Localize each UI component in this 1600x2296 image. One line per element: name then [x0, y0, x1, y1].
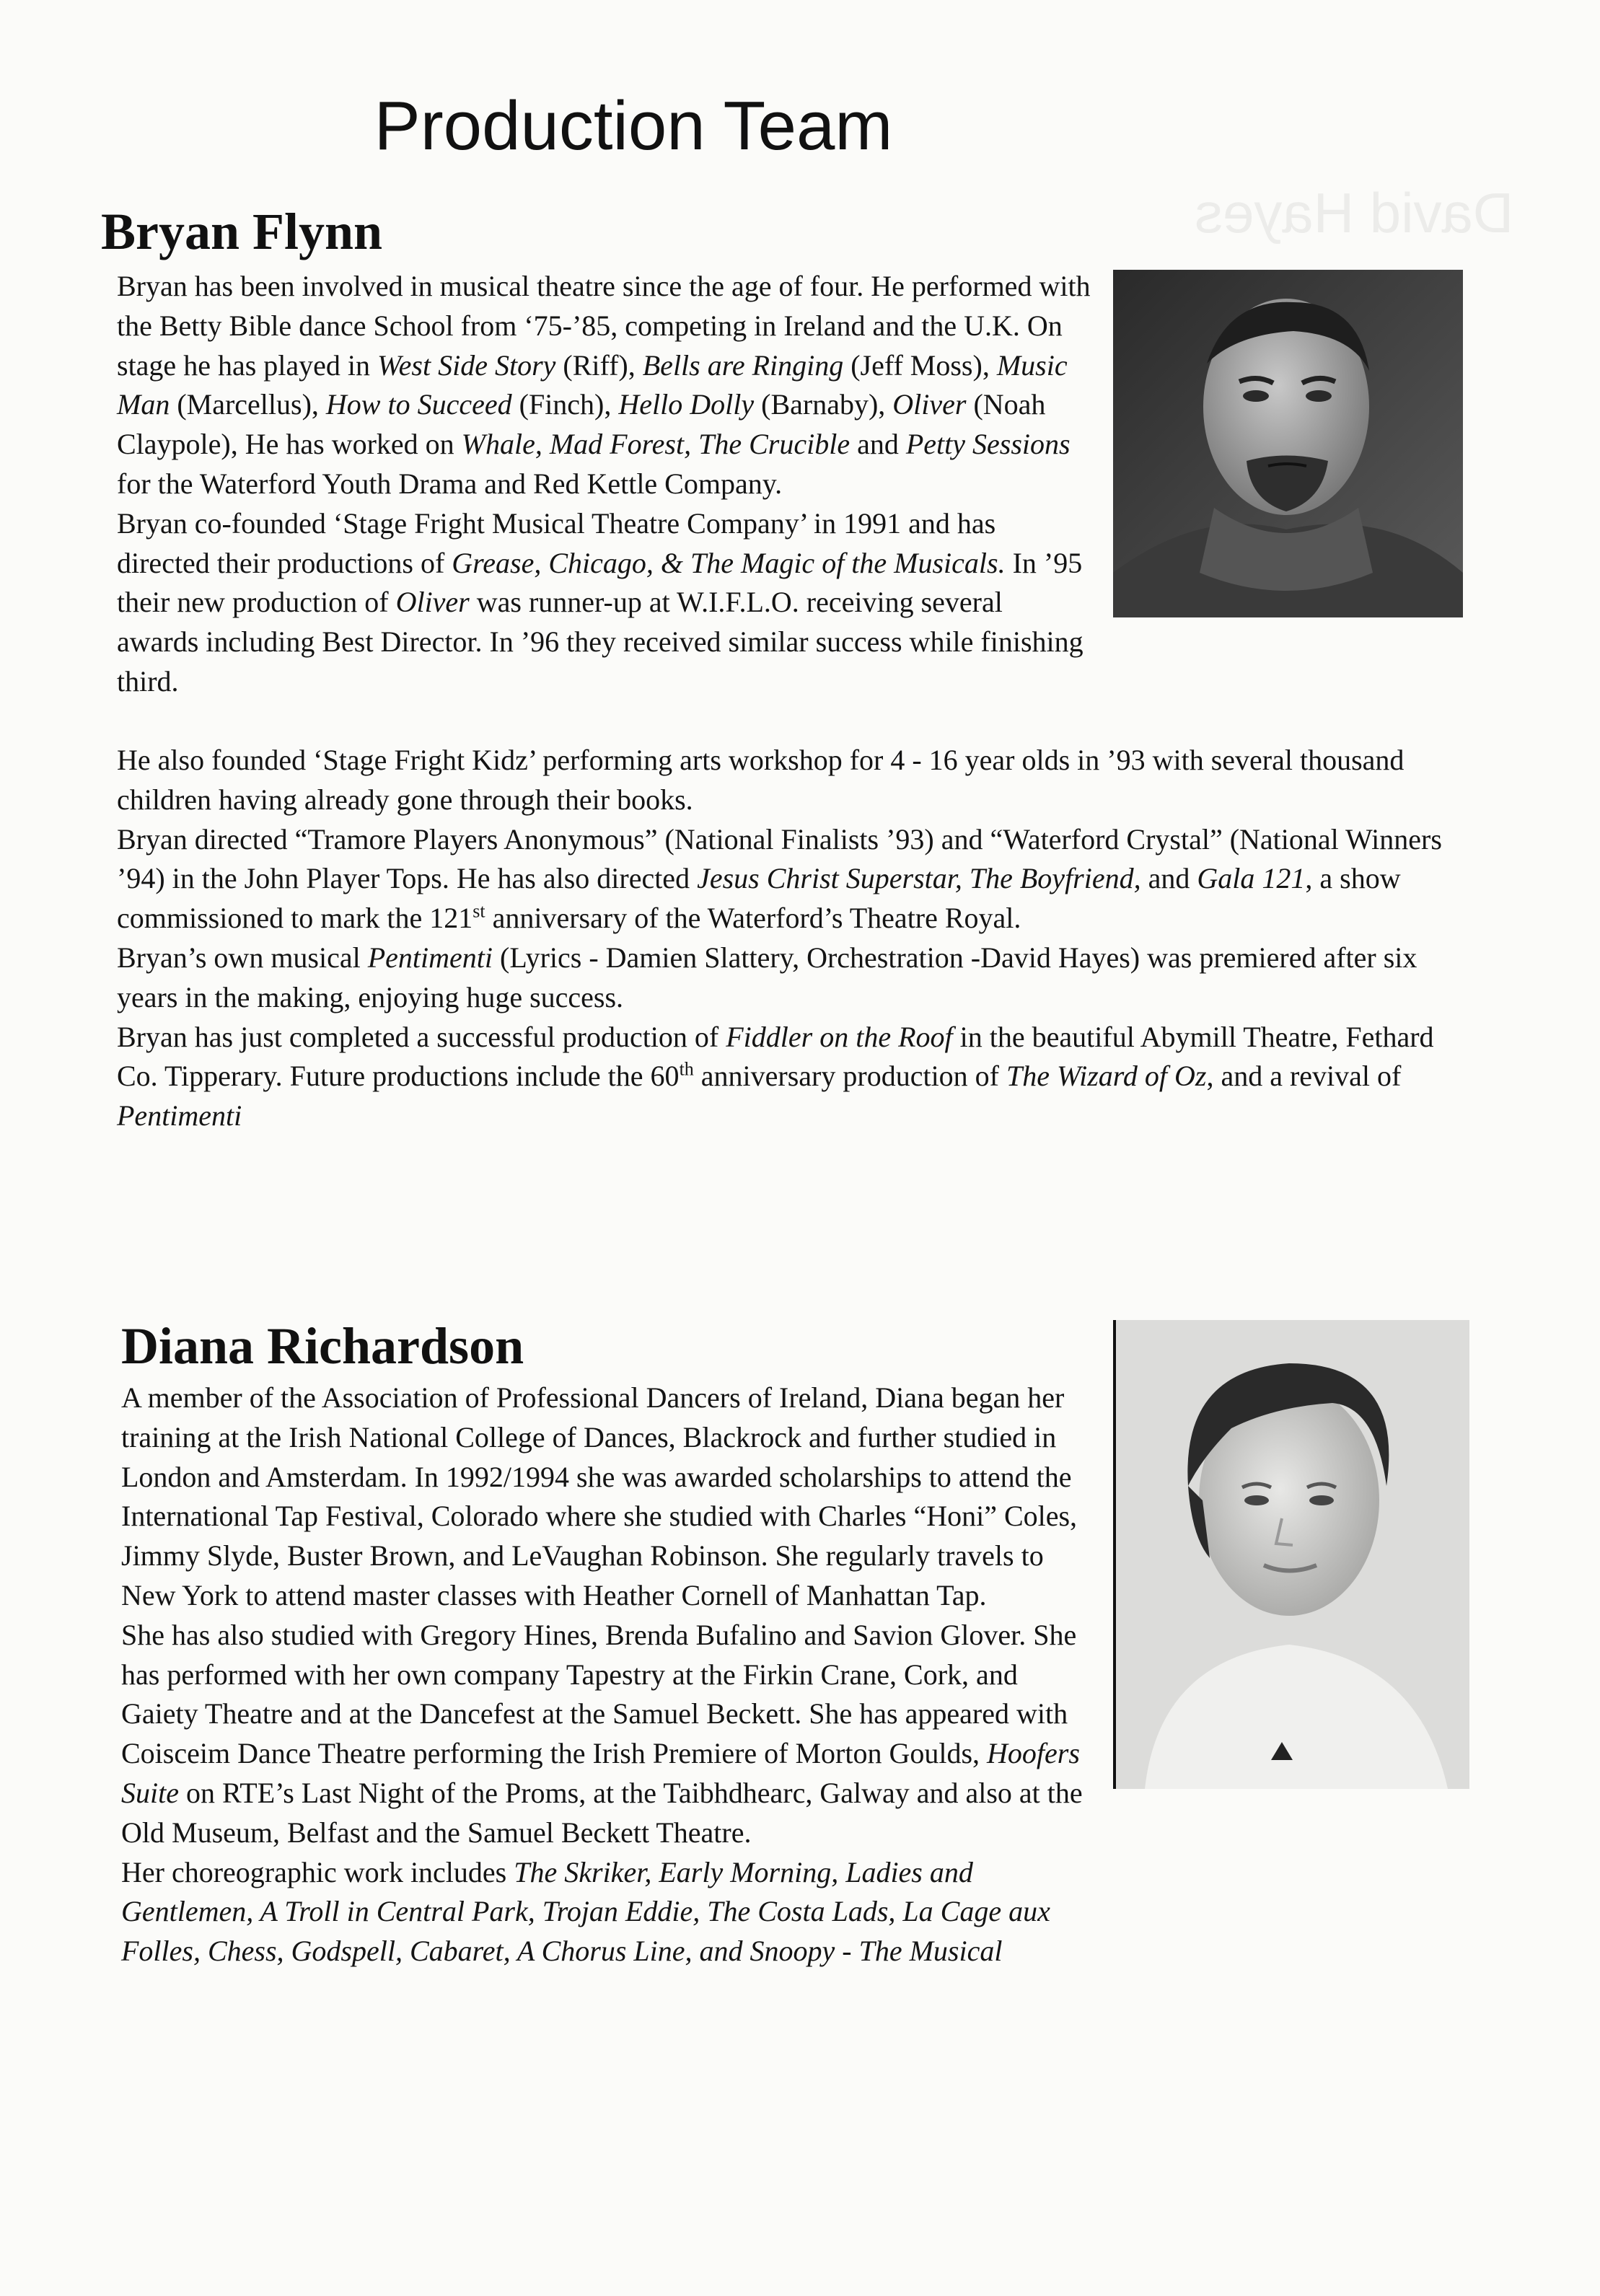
bio-text: and — [850, 428, 906, 461]
ordinal-suffix: st — [472, 900, 485, 922]
bio-text: and — [1140, 862, 1197, 895]
bio-text: in the beautiful Abymill Theatre, Fethard Co. Tipperary. Future productions include the 60 — [117, 1020, 1434, 1093]
bio-text: He also founded ‘Stage Fright Kidz’ performing arts workshop for 4 - 16 year olds in ’93 with several thousand children having already gone through their books. — [117, 744, 1405, 816]
production-title: Pentimenti — [367, 941, 493, 974]
bio-text: (Jeff Moss), — [843, 348, 997, 382]
ordinal-suffix: th — [679, 1059, 694, 1081]
production-title: Pentimenti — [117, 1099, 242, 1132]
bio-text: was runner-up at W.I.F.L.O. receiving several awards including Best Director. In ’96 they received similar success while finishing third. — [117, 586, 1083, 698]
bio-text: on RTE’s Last Night of the Proms, at the Taibhdhearc, Galway and also at the Old Museum, Belfast and the Samuel Beckett Theatre. — [121, 1776, 1083, 1849]
production-title: Bells are Ringing — [642, 348, 844, 382]
bio-text: In ’95 their new production of — [117, 546, 1083, 619]
bio-paragraph — [121, 1616, 1095, 1853]
production-title: West Side Story — [377, 348, 556, 382]
production-title: Fiddler on the Roof — [726, 1020, 953, 1053]
bio-paragraph — [117, 938, 1459, 1018]
production-title: How to Succeed — [325, 388, 512, 421]
production-title: Hello Dolly — [618, 388, 755, 421]
production-title: Hoofers Suite — [121, 1737, 1080, 1809]
bio-text: Bryan has just completed a successful production of — [117, 1020, 726, 1053]
production-title: The Wizard of Oz — [1006, 1060, 1207, 1093]
bio-text: Her choreographic work includes — [121, 1855, 514, 1888]
production-title: The Skriker, Early Morning, Ladies and Gentlemen, A Troll in Central Park, Trojan Eddie, The Costa Lads, La Cage aux Folles, Chess, Godspell, Cabaret, A Chorus Line, and Snoopy - The Musical — [121, 1855, 1050, 1968]
bio-paragraph — [121, 1378, 1095, 1616]
production-title: Music Man — [117, 348, 1068, 421]
bio-text: Bryan has been involved in musical theatre since the age of four. He performed with the Betty Bible dance School from ‘75-’85, competing in Ireland and the U.K. On stage he has played in — [117, 270, 1091, 382]
bio-text: (Riff), — [555, 348, 643, 382]
production-title: Grease, Chicago, & The Magic of the Musicals. — [452, 546, 1006, 579]
bio-paragraph — [117, 504, 1091, 702]
bio-paragraph — [117, 741, 1459, 820]
bio-text: for the Waterford Youth Drama and Red Kettle Company. — [117, 467, 783, 500]
bio-text: anniversary of the Waterford’s Theatre Royal. — [485, 902, 1021, 935]
bio-text: (Marcellus), — [170, 388, 326, 421]
diana-richardson-bio — [121, 1378, 1095, 1971]
bio-text: Bryan co-founded ‘Stage Fright Musical Theatre Company’ in 1991 and has directed their productions of — [117, 506, 996, 579]
bio-text: (Barnaby), — [754, 388, 893, 421]
bryan-flynn-bio-part1 — [117, 267, 1091, 702]
production-title: Jesus Christ Superstar, The Boyfriend, — [697, 862, 1141, 895]
bio-text: (Lyrics - Damien Slattery, Orchestration -David Hayes) was premiered after six years in the making, enjoying huge success. — [117, 941, 1417, 1013]
bio-text: anniversary production of — [693, 1060, 1006, 1093]
bio-text: A member of the Association of Professional Dancers of Ireland, Diana began her training at the Irish National College of Dances, Blackrock and further studied in London and Amsterdam. In 1992/1994 she was awarded scholarships to attend the International Tap Festival, Colorado where she studied with Charles “Honi” Coles, Jimmy Slyde, Buster Brown, and LeVaughan Robinson. She regularly travels to New York to attend master classes with Heather Cornell of Manhattan Tap. — [121, 1381, 1078, 1611]
production-title: Oliver — [395, 586, 470, 619]
bio-text: Bryan directed “Tramore Players Anonymous” (National Finalists ’93) and “Waterford Crystal” (National Winners ’94) in the John Player Tops. He has also directed — [117, 822, 1442, 895]
person-name-bryan-flynn: Bryan Flynn — [101, 203, 383, 260]
portrait-photo-icon — [1116, 1320, 1469, 1789]
bio-text: , a show commissioned to mark the 121 — [117, 862, 1401, 935]
show-through-text: David Hayes — [1194, 181, 1513, 245]
bio-paragraph — [121, 1853, 1095, 1971]
bio-paragraph — [117, 1018, 1459, 1136]
bio-text: (Finch), — [511, 388, 619, 421]
page-title: Production Team — [374, 87, 893, 164]
bio-text: Bryan’s own musical — [117, 941, 368, 974]
production-title: Gala 121 — [1197, 862, 1306, 895]
bryan-flynn-bio-part2 — [117, 741, 1459, 1136]
bio-text: She has also studied with Gregory Hines, Brenda Bufalino and Savion Glover. She has performed with her own company Tapestry at the Firkin Crane, Cork, and Gaiety Theatre and at the Dancefest at the Samuel Beckett. She has appeared with Coisceim Dance Theatre performing the Irish Premiere of Morton Goulds, — [121, 1618, 1077, 1770]
bio-text: (Noah Claypole), He has worked on — [117, 388, 1046, 461]
production-title: Petty Sessions — [905, 428, 1071, 461]
bio-paragraph — [117, 820, 1459, 938]
person-name-diana-richardson: Diana Richardson — [121, 1317, 524, 1375]
bio-paragraph — [117, 267, 1091, 504]
portrait-photo-icon — [1113, 270, 1463, 617]
bryan-flynn-photo — [1113, 270, 1463, 617]
bio-text: , and a revival of — [1206, 1060, 1402, 1093]
diana-richardson-photo — [1113, 1320, 1469, 1789]
production-title: Whale, Mad Forest, The Crucible — [461, 428, 850, 461]
production-title: Oliver — [892, 388, 967, 421]
